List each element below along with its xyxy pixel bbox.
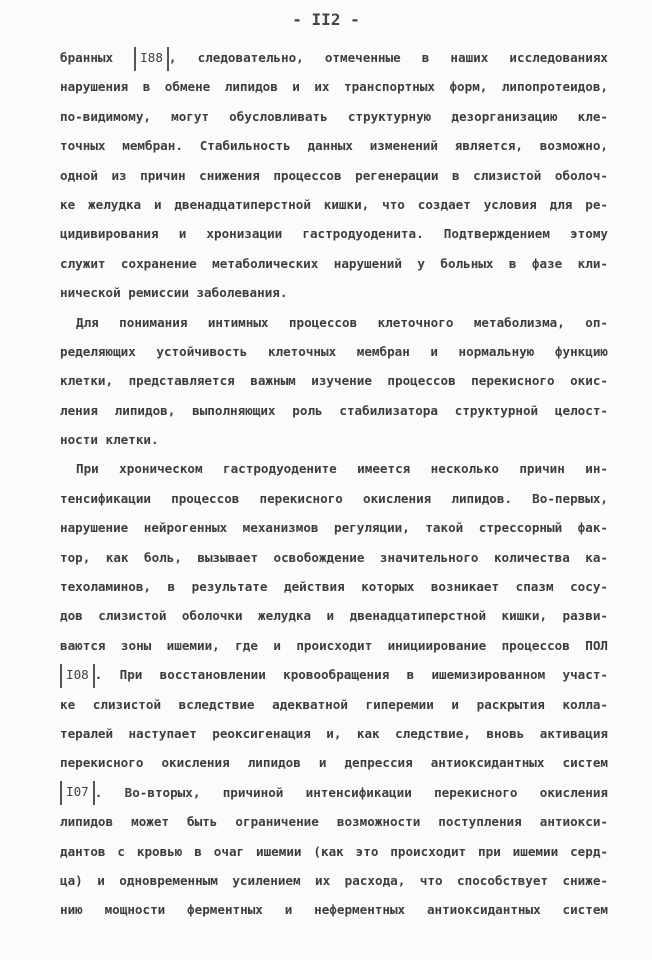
text-line: ке желудка и двенадцатиперстной кишки, что создает условия для ре-: [60, 196, 608, 212]
text-span: , следовательно, отмеченные в наших исследованиях: [168, 50, 608, 65]
text-line: цидивирования и хронизации гастродуоденита. Подтверждением этому: [60, 226, 608, 242]
text-line: ке слизистой вследствие адекватной гиперемии и раскрытия колла-: [60, 696, 608, 712]
text-line: нию мощности ферментных и неферментных антиоксидантных систем: [60, 902, 608, 918]
text-line: техоламинов, в результате действия которых возникает спазм сосу-: [60, 579, 608, 595]
citation-reference: I08: [60, 664, 95, 688]
body-text: [60, 43, 608, 925]
text-line: перекисного окисления липидов и депрессия антиоксидантных систем: [60, 755, 608, 771]
text-line: ца) и одновременным усилением их расхода, что способствует сниже-: [60, 872, 608, 888]
text-line: ваются зоны ишемии, где и происходит инициирование процессов ПОЛ: [60, 637, 608, 653]
text-line: нической ремиссии заболевания.: [60, 285, 288, 301]
text-line: [60, 43, 608, 72]
text-line: ности клетки.: [60, 432, 159, 448]
text-span: бранных: [60, 50, 135, 65]
text-line: дов слизистой оболочки желудка и двенадцатиперстной кишки, разви-: [60, 608, 608, 624]
citation-reference: I07: [60, 781, 95, 805]
text-line: тенсификации процессов перекисного окисления липидов. Во-первых,: [60, 490, 608, 506]
citation-reference: I88: [134, 47, 169, 71]
text-line: При хроническом гастродуодените имеется несколько причин ин-: [76, 461, 608, 477]
text-line: дантов с кровью в очаг ишемии (как это происходит при ишемии серд-: [60, 843, 608, 859]
text-line: точных мембран. Стабильность данных изменений является, возможно,: [60, 138, 608, 154]
text-span: . Во-вторых, причиной интенсификации перекисного окисления: [94, 784, 608, 800]
text-line: ления липидов, выполняющих роль стабилизатора структурной целост-: [60, 402, 608, 418]
text-line: нарушение нейрогенных механизмов регуляции, такой стрессорный фак-: [60, 520, 608, 536]
text-line: [60, 778, 608, 807]
page-number: - II2 -: [292, 10, 360, 29]
text-line: [60, 660, 608, 689]
text-span: . При восстановлении кровообращения в ишемизированном участ-: [94, 667, 608, 683]
text-line: тор, как боль, вызывает освобождение значительного количества ка-: [60, 549, 608, 565]
text-line: одной из причин снижения процессов регенерации в слизистой оболоч-: [60, 167, 608, 183]
text-line: нарушения в обмене липидов и их транспортных форм, липопротеидов,: [60, 79, 608, 95]
text-line: Для понимания интимных процессов клеточного метаболизма, оп-: [76, 314, 608, 330]
text-line: клетки, представляется важным изучение процессов перекисного окис-: [60, 373, 608, 389]
text-line: служит сохранение метаболических нарушений у больных в фазе кли-: [60, 255, 608, 271]
text-line: тералей наступает реоксигенация и, как следствие, вновь активация: [60, 725, 608, 741]
text-line: по-видимому, могут обусловливать структурную дезорганизацию кле-: [60, 108, 608, 124]
text-line: ределяющих устойчивость клеточных мембран и нормальную функцию: [60, 343, 608, 359]
text-line: липидов может быть ограничение возможности поступления антиокси-: [60, 814, 608, 830]
